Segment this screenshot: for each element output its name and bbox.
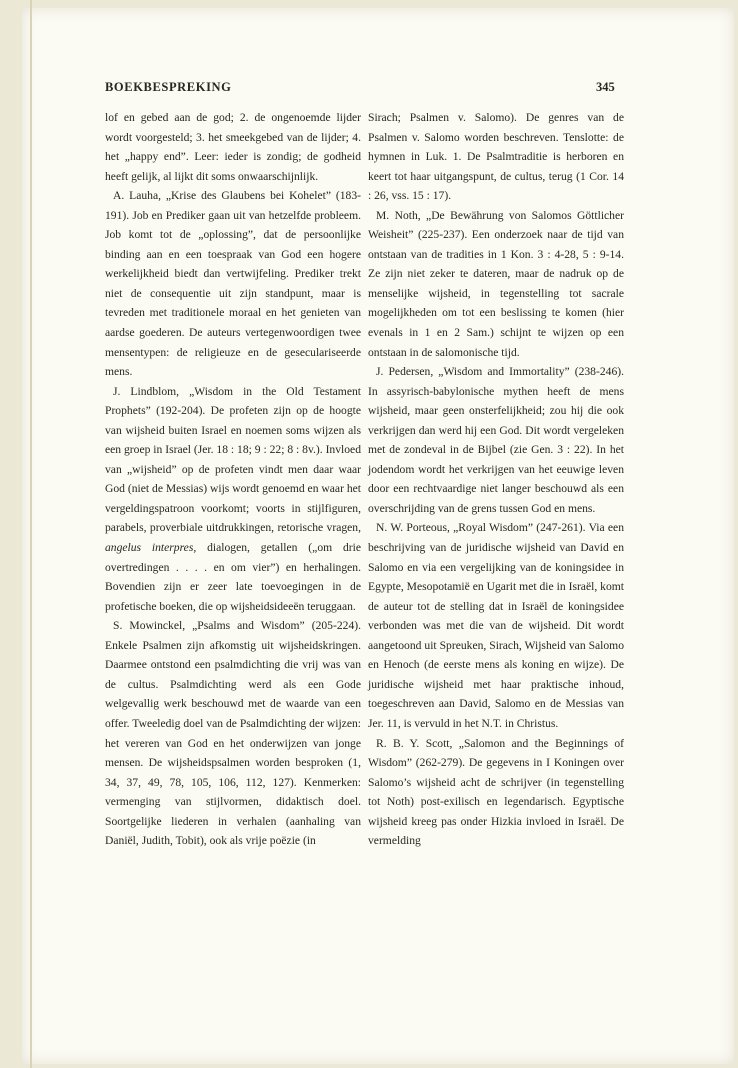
paragraph: Sirach; Psalmen v. Salomo). De genres van de Psalmen v. Salomo worden beschreven. Tenslotte: de hymnen in Luk. 1. De Psalmtraditie is herboren en keert tot haar uitgangspunt, de cultus, terug (1 Cor. 14 : 26, vss. 15 : 17).	[368, 111, 624, 203]
paragraph: N. W. Porteous, „Royal Wisdom” (247-261). Via een beschrijving van de juridische wijsheid van David en Salomo en via een vergelijking van de koningsidee in Egypte, Mesopotamië en Ugarit met die in Israël, komt de auteur tot de stelling dat in Israël de koningsidee verbonden was met die van de wijsheid. Dit wordt aangetoond uit Spreuken, Sirach, Wijsheid van Salomo en Henoch (de eerste mens als koning en wijze). De juridische wijsheid met haar praktische inhoud, toegeschreven aan David, Salomo en de Messias van Jer. 11, is vervuld in het N.T. in Christus.	[368, 521, 624, 730]
paragraph: J. Lindblom, „Wisdom in the Old Testament Prophets” (192-204). De profeten zijn op de hoogte van wijsheid buiten Israel en noemen soms wijzen als een groep in Israel (Jer. 18 : 18; 9 : 22; 8 : 8v.). Invloed van „wijsheid” op de profeten vindt men daar waar God (niet de Messias) wijs wordt genoemd en waar het vergeldingspatroon voorkomt; voorts in stijlfiguren, parabels, proverbiale uitdrukkingen, retorische vragen, angelus interpres, dialogen, getallen („om drie overtredingen . . . . en om vier”) en herhalingen. Bovendien zijn er zeer late toevoegingen in de profetische boeken, die op wijsheidsideeën teruggaan.	[105, 384, 361, 613]
page-edge	[30, 0, 32, 1068]
paragraph: M. Noth, „De Bewährung von Salomos Göttlicher Weisheit” (225-237). Een onderzoek naar de tijd van ontstaan van de tradities in 1 Kon. 3 : 4-28, 5 : 9-14. Ze zijn niet zeker te dateren, maar de nadruk op de menselijke wijsheid, in tegenstelling tot sacrale mogelijkheden om tot een beslissing te komen (hier evenals in 1 en 2 Sam.) schijnt te wijzen op een ontstaan in de salomonische tijd.	[368, 208, 624, 359]
paragraph: A. Lauha, „Krise des Glaubens bei Kohelet” (183-191). Job en Prediker gaan uit van hetzelfde probleem. Job komt tot de „oplossing”, dat de persoonlijke binding aan en een toespraak van God een hogere werkelijkheid biedt dan vertwijfeling. Prediker trekt niet de consequentie uit zijn standpunt, maar is tevreden met traditionele moraal en het genieten van aardse goederen. De auteurs vertegenwoordigen twee mensentypen: de religieuze en de geseculariseerde mens.	[105, 189, 361, 379]
paragraph: lof en gebed aan de god; 2. de ongenoemde lijder wordt voorgesteld; 3. het smeekgebed van de lijder; 4. het „happy end”. Leer: ieder is zondig; de godheid heeft gelijk, al lijkt dit soms onwaarschijnlijk.	[105, 111, 361, 183]
page-number: 345	[596, 80, 615, 94]
right-column	[368, 108, 624, 851]
left-column	[105, 108, 361, 851]
running-header-title: BOEKBESPREKING	[105, 80, 232, 94]
paragraph: R. B. Y. Scott, „Salomon and the Beginnings of Wisdom” (262-279). De gegevens in I Koningen over Salomo’s wijsheid acht de schrijver (in tegenstelling tot Noth) post-exilisch en legendarisch. Egyptische wijsheid kreeg pas onder Hizkia invloed in Israël. De vermelding	[368, 736, 624, 848]
paragraph: S. Mowinckel, „Psalms and Wisdom” (205-224). Enkele Psalmen zijn afkomstig uit wijsheidskringen. Daarmee ontstond een psalmdichting die vrij was van de cultus. Psalmdichting werd als een Gode welgevallig werk beschouwd met de waarde van een offer. Tweeledig doel van de Psalmdichting der wijzen: het vereren van God en het onderwijzen van jonge mensen. De wijsheidspsalmen worden besproken (1, 34, 37, 49, 78, 105, 106, 112, 127). Kenmerken: vermenging van stijlvormen, didaktisch doel. Soortgelijke liederen in verhalen (aanhaling van Daniël, Judith, Tobit), ook als vrije poëzie (in	[105, 619, 361, 848]
paragraph: J. Pedersen, „Wisdom and Immortality” (238-246). In assyrisch-babylonische mythen heeft de mens wijsheid, maar geen onsterfelijkheid; zou hij die ook verkrijgen dan werd hij een God. Dit wordt vergeleken met de zondeval in de Bijbel (zie Gen. 3 : 22). In het jodendom wordt het verkrijgen van het eeuwige leven door een rechtvaardige niet langer beschouwd als een overschrijding van de grens tussen God en mens.	[368, 365, 624, 515]
